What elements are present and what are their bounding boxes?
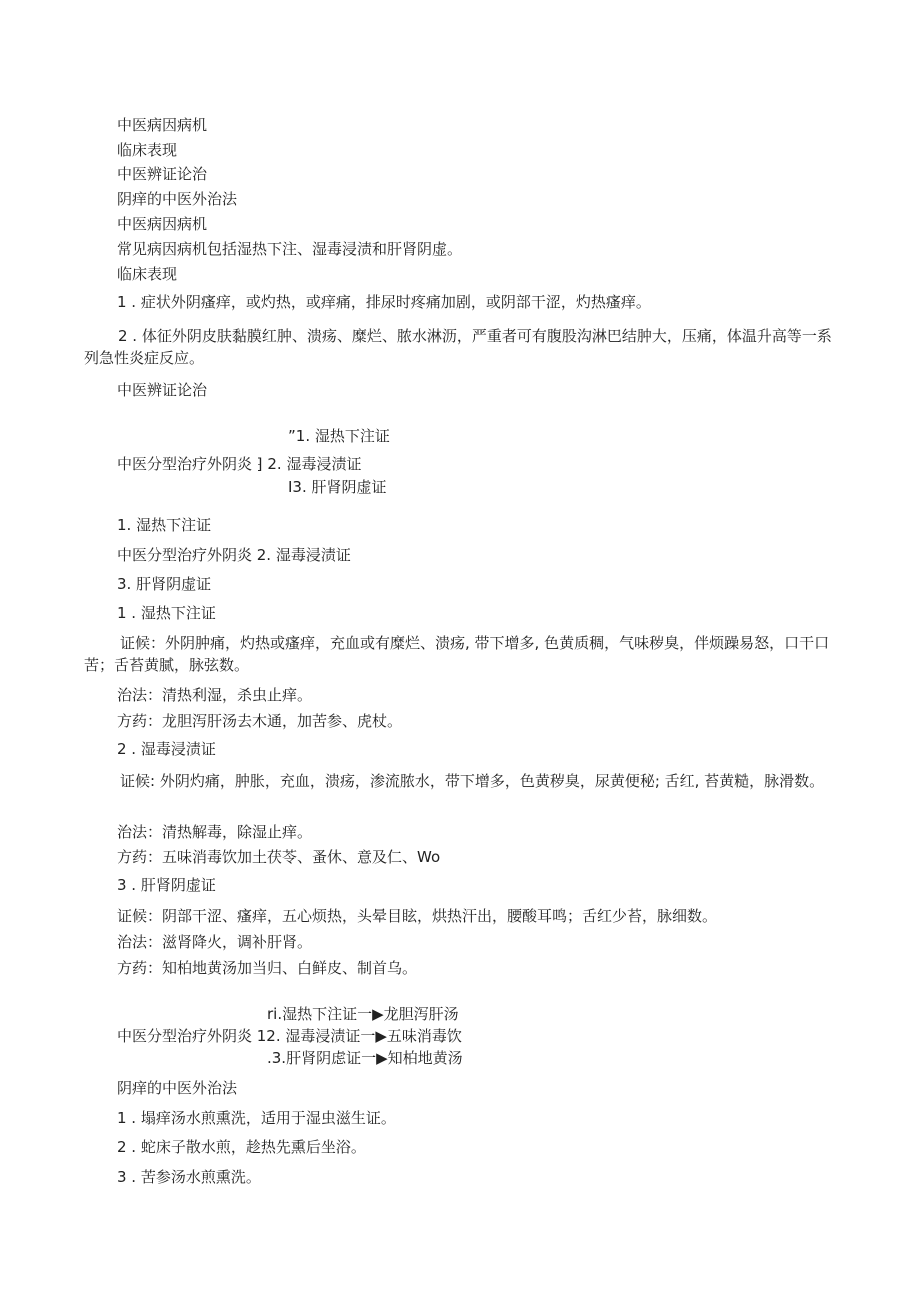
damp-toxin-method: 治法：清热解毒，除湿止痒。 bbox=[117, 823, 313, 841]
treatment-branch-damp-heat: ri.湿热下注证一▶龙胆泻肝汤 bbox=[267, 1005, 459, 1023]
etiology-text: 常见病因病机包括湿热下注、湿毒浸渍和肝肾阴虚。 bbox=[117, 240, 463, 258]
damp-toxin-syndrome: 证候: 外阴灼痛，肿胀，充血，溃疡，渗流脓水，带下增多，色黄秽臭，尿黄便秘; 舌红, 苔黄糙，脉滑数。 bbox=[120, 772, 825, 790]
treatment-root-damp-toxin: 中医分型治疗外阴炎 12. 湿毒浸渍证一▶五味消毒饮 bbox=[117, 1027, 462, 1045]
section-heading-clinical: 临床表现 bbox=[117, 265, 178, 283]
damp-heat-syndrome: 证候：外阴肿痛，灼热或瘙痒，充血或有糜烂、溃疡, 带下增多, 色黄质稠，气味秽臭，伴烦躁易怒，口干口苦；舌苔黄腻，脉弦数。 bbox=[84, 634, 830, 674]
liver-kidney-formula: 方药：知柏地黄汤加当归、白鲜皮、制首乌。 bbox=[117, 959, 418, 977]
liver-kidney-method: 治法：滋肾降火，调补肝肾。 bbox=[117, 933, 313, 951]
list-item-damp-heat: 1. 湿热下注证 bbox=[117, 516, 212, 534]
treatment-branch-liver-kidney: .3.肝肾阴虑证一▶知柏地黄汤 bbox=[267, 1049, 463, 1067]
damp-heat-method: 治法：清热利湿，杀虫止痒。 bbox=[117, 686, 313, 704]
subsection-title-liver-kidney: 3 . 肝肾阴虚证 bbox=[117, 876, 216, 894]
diagram-root-damp-toxin: 中医分型治疗外阴炎 ⁆ 2. 湿毒浸渍证 bbox=[117, 455, 362, 473]
toc-item-differentiation: 中医辨证论治 bbox=[117, 165, 208, 183]
toc-item-external-treatment: 阴痒的中医外治法 bbox=[117, 190, 238, 208]
clinical-signs: 2 . 体征外阴皮肤黏膜红肿、溃疡、糜烂、脓水淋沥，严重者可有腹股沟淋巴结肿大，压痛，体温升高等一系列急性炎症反应。 bbox=[84, 327, 832, 367]
toc-item-clinical: 临床表现 bbox=[117, 141, 178, 159]
toc-item-etiology: 中医病因病机 bbox=[117, 116, 208, 134]
diagram-branch-damp-heat: ”1. 湿热下注证 bbox=[288, 427, 390, 445]
subsection-title-damp-toxin: 2 . 湿毒浸渍证 bbox=[117, 740, 216, 758]
liver-kidney-syndrome: 证候：阴部干涩、瘙痒，五心烦热，头晕目眩，烘热汗出，腰酸耳鸣；舌红少苔，脉细数。 bbox=[117, 907, 718, 925]
diagram-branch-liver-kidney: I3. 肝肾阴虚证 bbox=[288, 478, 387, 496]
list-item-damp-toxin: 中医分型治疗外阴炎 2. 湿毒浸渍证 bbox=[117, 546, 351, 564]
section-heading-etiology: 中医病因病机 bbox=[117, 215, 208, 233]
external-treatment-item: 2 . 蛇床子散水煎，趁热先熏后坐浴。 bbox=[117, 1138, 366, 1156]
section-heading-differentiation: 中医辨证论治 bbox=[117, 381, 208, 399]
list-item-liver-kidney: 3. 肝肾阴虚证 bbox=[117, 575, 212, 593]
external-treatment-item: 3 . 苦参汤水煎熏洗。 bbox=[117, 1168, 261, 1186]
clinical-symptoms: 1 . 症状外阴瘙痒，或灼热，或痒痛，排尿时疼痛加剧，或阴部干涩，灼热瘙痒。 bbox=[117, 293, 651, 311]
damp-heat-formula: 方药：龙胆泻肝汤去木通，加苦参、虎杖。 bbox=[117, 712, 403, 730]
subsection-title-damp-heat: 1 . 湿热下注证 bbox=[117, 604, 216, 622]
external-treatment-item: 1 . 塌痒汤水煎熏洗，适用于湿虫滋生证。 bbox=[117, 1109, 396, 1127]
damp-toxin-formula: 方药：五味消毒饮加土茯苓、蚤休、意及仁、Wo bbox=[117, 848, 441, 866]
section-heading-external-treatment: 阴痒的中医外治法 bbox=[117, 1079, 238, 1097]
